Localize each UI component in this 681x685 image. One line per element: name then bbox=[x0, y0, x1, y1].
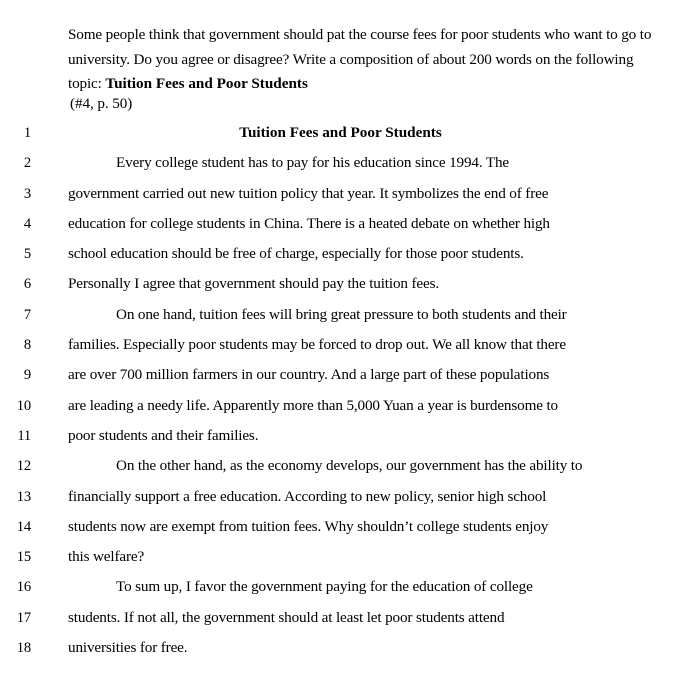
essay-line bbox=[0, 330, 681, 360]
essay-title: Tuition Fees and Poor Students bbox=[239, 124, 442, 141]
line-number: 18 bbox=[16, 640, 31, 657]
line-number: 16 bbox=[16, 579, 31, 596]
essay-prompt bbox=[68, 23, 660, 97]
essay-line bbox=[0, 148, 681, 178]
line-number: 1 bbox=[23, 125, 31, 141]
line-text: families. Especially poor students may be forced to drop out. We all know that there bbox=[68, 336, 566, 354]
essay-line bbox=[0, 603, 681, 633]
line-text: financially support a free education. According to new policy, senior high school bbox=[68, 487, 547, 505]
line-number: 4 bbox=[23, 215, 31, 232]
line-text: school education should be free of charge, especially for those poor students. bbox=[68, 245, 524, 263]
line-number: 15 bbox=[16, 549, 31, 566]
line-text: Personally I agree that government should pay the tuition fees. bbox=[68, 275, 439, 293]
line-text: Every college student has to pay for his education since 1994. The bbox=[116, 154, 510, 172]
line-text: government carried out new tuition policy that year. It symbolizes the end of free bbox=[68, 184, 549, 202]
essay-line bbox=[0, 572, 681, 602]
essay-line bbox=[0, 209, 681, 239]
line-number: 3 bbox=[23, 185, 31, 202]
line-text: education for college students in China. There is a heated debate on whether high bbox=[68, 214, 550, 232]
line-text: universities for free. bbox=[68, 639, 188, 657]
essay-line bbox=[0, 360, 681, 390]
line-number: 8 bbox=[23, 337, 31, 354]
line-number: 13 bbox=[16, 488, 31, 505]
prompt-topic: Tuition Fees and Poor Students bbox=[105, 75, 308, 93]
essay-line bbox=[0, 300, 681, 330]
line-number: 14 bbox=[16, 518, 31, 535]
line-text: poor students and their families. bbox=[68, 426, 259, 444]
line-number: 5 bbox=[23, 246, 31, 263]
line-text: On the other hand, as the economy develops, our government has the ability to bbox=[116, 457, 583, 475]
line-text: are over 700 million farmers in our country. And a large part of these populations bbox=[68, 366, 550, 384]
line-number: 2 bbox=[23, 155, 31, 172]
reference-note: (#4, p. 50) bbox=[70, 95, 133, 112]
essay-line bbox=[0, 239, 681, 269]
line-text: On one hand, tuition fees will bring great pressure to both students and their bbox=[116, 305, 567, 323]
essay-line bbox=[0, 118, 681, 148]
line-text: this welfare? bbox=[68, 548, 145, 566]
line-text: students now are exempt from tuition fees. Why shouldn’t college students enjoy bbox=[68, 517, 549, 535]
essay-line bbox=[0, 512, 681, 542]
line-text: are leading a needy life. Apparently more than 5,000 Yuan a year is burdensome to bbox=[68, 396, 558, 414]
essay-line bbox=[0, 421, 681, 451]
line-number: 7 bbox=[23, 306, 31, 323]
essay-line bbox=[0, 391, 681, 421]
essay-line bbox=[0, 269, 681, 299]
essay-line bbox=[0, 542, 681, 572]
line-number: 9 bbox=[23, 367, 31, 384]
prompt-instructions: Some people think that government should pat the course fees for poor students who want to go to university. Do you agree or disagree? Write a composition of about 200 words on the following topic: bbox=[68, 26, 652, 93]
line-number: 11 bbox=[17, 427, 31, 444]
line-number: 10 bbox=[16, 397, 31, 414]
line-text: students. If not all, the government should at least let poor students attend bbox=[68, 608, 505, 626]
essay-line bbox=[0, 179, 681, 209]
essay-line bbox=[0, 451, 681, 481]
numbered-essay-body bbox=[0, 118, 681, 663]
essay-line bbox=[0, 482, 681, 512]
line-text: To sum up, I favor the government paying for the education of college bbox=[116, 578, 533, 596]
line-number: 6 bbox=[23, 276, 31, 293]
essay-line bbox=[0, 633, 681, 663]
line-number: 12 bbox=[16, 458, 31, 475]
line-number: 17 bbox=[16, 609, 31, 626]
